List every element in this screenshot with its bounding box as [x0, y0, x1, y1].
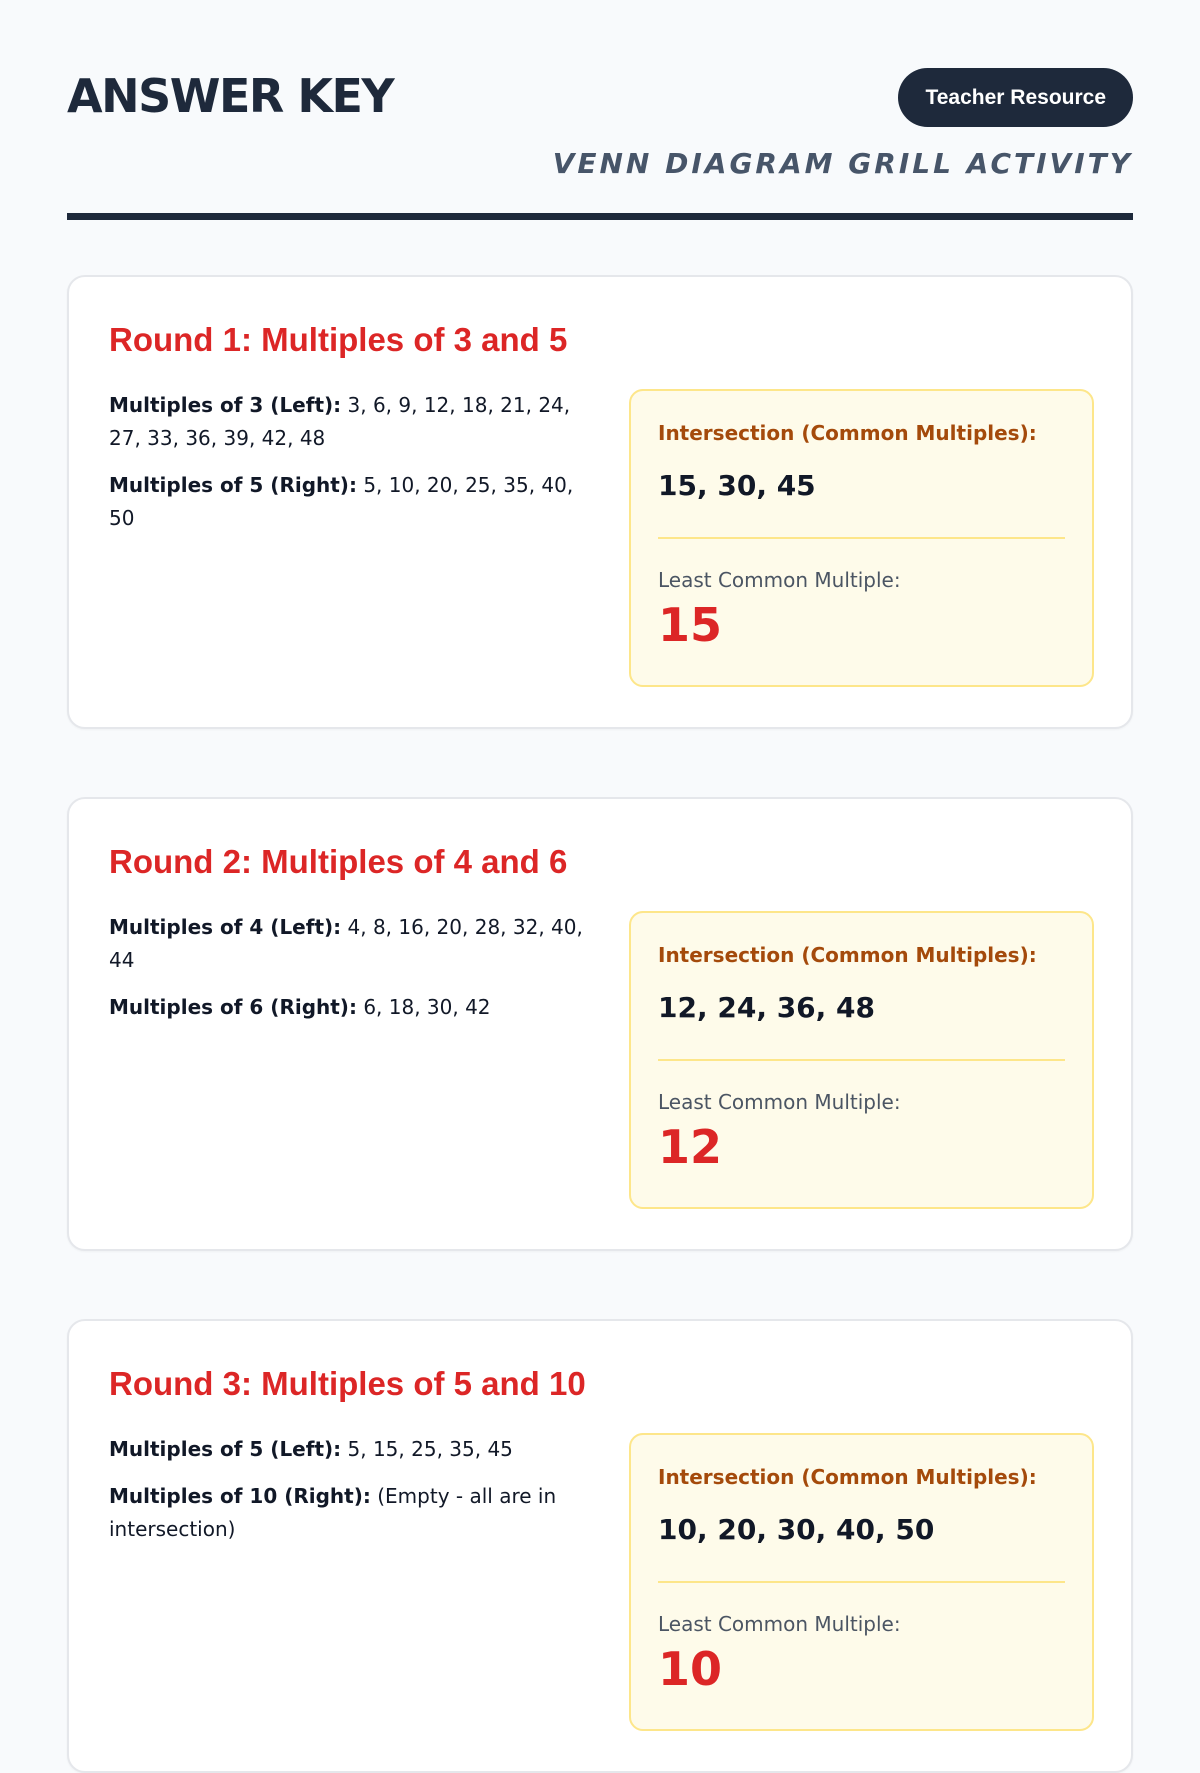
right-multiples-values: 5, 10, 20, 25, 35, 40, 50: [109, 473, 574, 530]
round-card-3: [67, 1319, 1133, 1773]
intersection-values: 10, 20, 30, 40, 50: [658, 1513, 935, 1546]
round-lists: [109, 1433, 589, 1560]
header-divider: [67, 213, 1133, 220]
left-multiples-values: 5, 15, 25, 35, 45: [347, 1437, 513, 1461]
left-multiples: [109, 911, 589, 977]
intersection-label: Intersection (Common Multiples):: [658, 943, 1037, 967]
activity-subtitle: VENN DIAGRAM GRILL ACTIVITY: [552, 147, 1133, 180]
teacher-resource-badge: Teacher Resource: [898, 68, 1133, 127]
right-multiples-values: (Empty - all are in intersection): [109, 1484, 557, 1541]
right-multiples: [109, 1480, 589, 1546]
right-multiples: [109, 469, 589, 535]
answer-divider: [658, 537, 1065, 539]
intersection-label: Intersection (Common Multiples):: [658, 421, 1037, 445]
right-multiples-label: Multiples of 6 (Right):: [109, 995, 357, 1019]
intersection-label: Intersection (Common Multiples):: [658, 1465, 1037, 1489]
round-title: Round 3: Multiples of 5 and 10: [109, 1365, 586, 1402]
right-multiples-values: 6, 18, 30, 42: [363, 995, 491, 1019]
answer-box: [629, 1433, 1094, 1731]
lcm-value: 12: [658, 1120, 723, 1174]
right-multiples-label: Multiples of 10 (Right):: [109, 1484, 371, 1508]
round-lists: [109, 389, 589, 549]
lcm-label: Least Common Multiple:: [658, 568, 901, 592]
round-title: Round 2: Multiples of 4 and 6: [109, 843, 568, 880]
round-title: Round 1: Multiples of 3 and 5: [109, 321, 568, 358]
answer-box: [629, 911, 1094, 1209]
left-multiples-label: Multiples of 3 (Left):: [109, 393, 342, 417]
left-multiples-label: Multiples of 5 (Left):: [109, 1437, 342, 1461]
answer-divider: [658, 1581, 1065, 1583]
page-title: ANSWER KEY: [67, 69, 394, 123]
lcm-label: Least Common Multiple:: [658, 1612, 901, 1636]
left-multiples-label: Multiples of 4 (Left):: [109, 915, 342, 939]
right-multiples: [109, 991, 589, 1024]
lcm-label: Least Common Multiple:: [658, 1090, 901, 1114]
intersection-values: 15, 30, 45: [658, 469, 816, 502]
answer-divider: [658, 1059, 1065, 1061]
round-card-1: [67, 275, 1133, 729]
intersection-values: 12, 24, 36, 48: [658, 991, 876, 1024]
left-multiples: [109, 1433, 589, 1466]
round-card-2: [67, 797, 1133, 1251]
round-lists: [109, 911, 589, 1038]
lcm-value: 10: [658, 1642, 723, 1696]
answer-box: [629, 389, 1094, 687]
page-header: [67, 0, 1133, 220]
left-multiples: [109, 389, 589, 455]
left-multiples-values: 4, 8, 16, 20, 28, 32, 40, 44: [109, 915, 583, 972]
left-multiples-values: 3, 6, 9, 12, 18, 21, 24, 27, 33, 36, 39, 42, 48: [109, 393, 571, 450]
right-multiples-label: Multiples of 5 (Right):: [109, 473, 357, 497]
lcm-value: 15: [658, 598, 723, 652]
